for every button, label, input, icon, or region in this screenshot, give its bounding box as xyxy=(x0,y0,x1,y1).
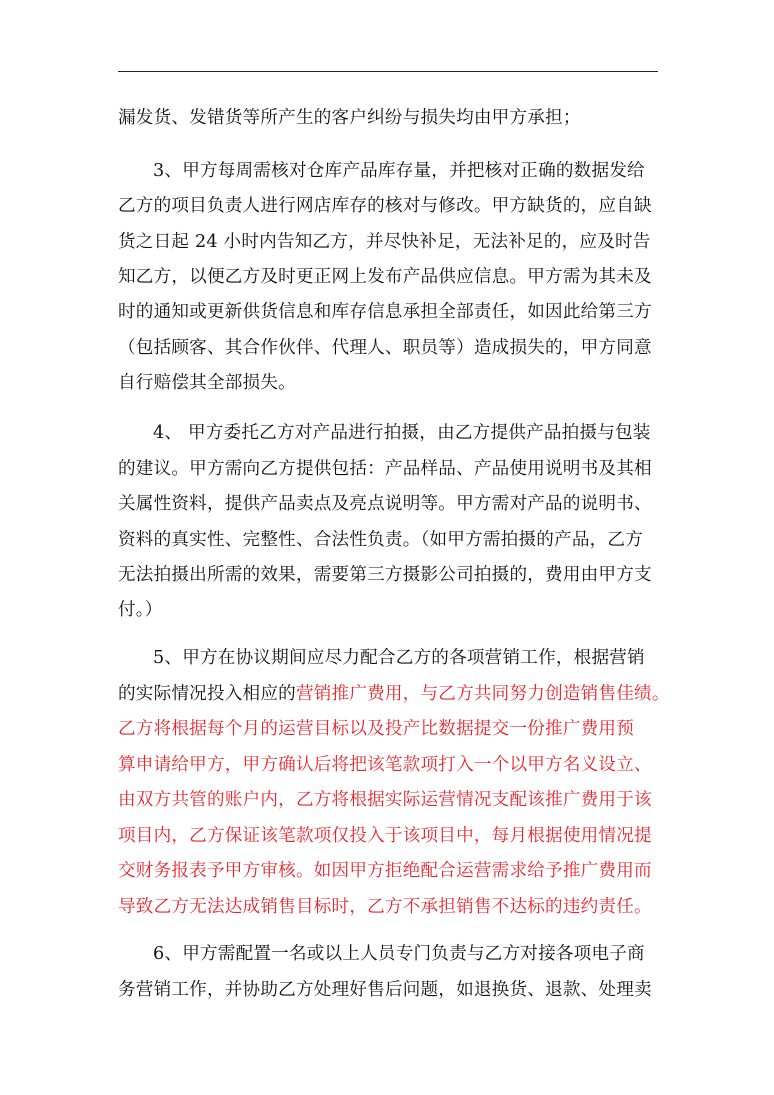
text-segment: 的实际情况投入相应的 xyxy=(118,684,296,704)
text-line xyxy=(118,522,643,558)
text-line xyxy=(118,100,581,136)
text-segment: 3、甲方每周需核对仓库产品库存量，并把核对正确的数据发给 xyxy=(153,161,645,181)
text-line xyxy=(118,818,652,854)
text-line xyxy=(153,415,651,451)
header-rule xyxy=(118,71,658,72)
text-line xyxy=(118,972,652,1008)
text-segment: 乙方的项目负责人进行网店库存的核对与修改。甲方缺货的，应自缺 xyxy=(118,196,652,216)
text-line xyxy=(118,294,652,330)
text-line xyxy=(153,153,645,189)
text-segment: 付。） xyxy=(118,600,163,620)
text-line xyxy=(118,486,652,522)
text-segment: 5、甲方在协议期间应尽力配合乙方的各项营销工作，根据营销 xyxy=(153,648,645,668)
text-line xyxy=(118,782,652,818)
text-line xyxy=(118,224,651,260)
text-segment: 漏发货、发错货等所产生的客户纠纷与损失均由甲方承担； xyxy=(118,108,581,128)
text-line xyxy=(118,676,670,712)
highlighted-text: 由双方共管的账户内，乙方将根据实际运营情况支配该推广费用于该 xyxy=(118,790,652,810)
text-line xyxy=(118,365,296,401)
text-line xyxy=(118,592,163,628)
highlighted-text: 项目内，乙方保证该笔款项仅投入于该项目中，每月根据使用情况提 xyxy=(118,826,652,846)
text-line xyxy=(118,188,652,224)
text-segment: 关属性资料，提供产品卖点及亮点说明等。甲方需对产品的说明书、 xyxy=(118,494,652,514)
text-line xyxy=(153,640,645,676)
text-segment: 资料的真实性、完整性、合法性负责。（如甲方需拍摄的产品，乙方 xyxy=(118,530,644,550)
highlighted-text: 算申请给甲方，甲方确认后将把该笔款项打入一个以甲方名义设立、 xyxy=(118,755,652,775)
text-line xyxy=(118,747,652,783)
text-line xyxy=(118,853,652,889)
highlighted-text: 交财务报表予甲方审核。如因甲方拒绝配合运营需求给予推广费用而 xyxy=(118,861,652,881)
text-line xyxy=(118,259,652,295)
text-segment: （包括顾客、其合作伙伴、代理人、职员等）造成损失的，甲方同意 xyxy=(118,338,652,358)
text-line xyxy=(118,711,634,747)
text-segment: 无法拍摄出所需的效果，需要第三方摄影公司拍摄的，费用由甲方支 xyxy=(118,565,652,585)
text-line xyxy=(118,889,652,925)
text-segment: 4、 甲方委托乙方对产品进行拍摄，由乙方提供产品拍摄与包装 xyxy=(153,423,651,443)
text-line xyxy=(118,451,652,487)
text-line xyxy=(153,936,645,972)
text-segment: 的建议。甲方需向乙方提供包括：产品样品、产品使用说明书及其相 xyxy=(118,459,652,479)
text-line xyxy=(118,557,652,593)
highlighted-text: 导致乙方无法达成销售目标时，乙方不承担销售不达标的违约责任。 xyxy=(118,897,652,917)
highlighted-text: 营销推广费用，与乙方共同努力创造销售佳绩。 xyxy=(295,684,670,704)
highlighted-text: 乙方将根据每个月的运营目标以及投产比数据提交一份推广费用预 xyxy=(118,719,635,739)
text-segment: 自行赔偿其全部损失。 xyxy=(118,373,296,393)
text-segment: 货之日起 24 小时内告知乙方，并尽快补足，无法补足的，应及时告 xyxy=(118,232,651,252)
text-segment: 知乙方，以便乙方及时更正网上发布产品供应信息。甲方需为其未及 xyxy=(118,267,652,287)
text-line xyxy=(118,330,652,366)
text-segment: 6、甲方需配置一名或以上人员专门负责与乙方对接各项电子商 xyxy=(153,944,645,964)
text-segment: 务营销工作，并协助乙方处理好售后问题，如退换货、退款、处理卖 xyxy=(118,980,652,1000)
text-segment: 时的通知或更新供货信息和库存信息承担全部责任，如因此给第三方 xyxy=(118,302,652,322)
